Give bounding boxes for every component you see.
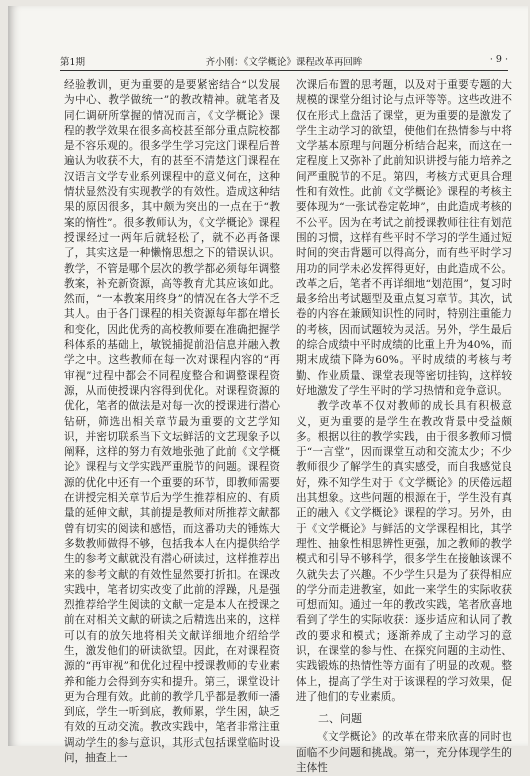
left-column — [64, 78, 280, 766]
journal-page — [8, 6, 528, 775]
body-paragraph: 经验教训，更为重要的是要紧密结合“以发展为中心、教学做统一”的教改精神。就笔者及同仁调研所掌握的情况而言，《文学概论》课程的教学效果在很多高校甚至部分重点院校都是不容乐观的。很多学生学习完这门课程后普遍认为收获不大，有的甚至不清楚这门课程在汉语言文学专业系列课程中的意义何在，这种情状显然没有实现教学的有效性。造成这种结果的原因很多，其中颇为突出的一点在于“教案的惰性”。很多教师认为，《文学概论》课程授课经过一两年后就轻松了，就不必再备课了，其实这是一种懒惰思想之下的错误认识。教学，不管是哪个层次的教学都必须每年调整教案，补充新资源，高等教育尤其应该如此。然而，“一本教案用终身”的情况在各大学不乏其人。由于各门课程的相关资源每年都在增长和变化，因此优秀的高校教师要在准确把握学科体系的基础上，敏锐捕捉前沿信息并融入教学之中。这些教师在每一次对课程内容的“再审视”过程中都会不同程度整合和调整课程资源，从而使授课内容得到优化。对课程资源的优化，笔者的做法是对每一次的授课进行潜心钻研，筛选出相关章节最为重要的文艺学知识，并密切联系当下文坛鲜活的文艺现象予以阐释，这样的努力有效地张弛了此前《文学概论》课程与文学实践严重脱节的问题。课程资源的优化中还有一个重要的环节，即教师需要在讲授完相关章节后为学生推荐相应的、有质量的延伸文献，其前提是教师对所推荐文献都曾有切实的阅读和感悟，而这番功夫的锤炼大多数教师做得不够，包括我本人在内提供给学生的参考文献就没有潜心研读过，这样推荐出来的参考文献的有效性显然要打折扣。在课改实践中，笔者切实改变了此前的浮躁，凡是强烈推荐给学生阅读的文献一定是本人在授课之前在对相关文献的研读之后精选出来的，这样可以有的放矢地将相关文献详细地介绍给学生，激发他们的研读欲望。因此，在对课程资源的“再审视”和优化过程中授课教师的专业素养和能力会得到夯实和提升。第三，课堂设计更为合理有效。此前的教学几乎都是教师一潘到底，学生一听到底，教师累，学生困，缺乏有效的互动交流。教改实践中，笔者非常注重调动学生的参与意识，其形式包括课堂临时设问，抽查上一 — [64, 79, 280, 765]
running-title: 齐小刚：《文学概论》课程改革再回眸 — [205, 57, 363, 68]
body-paragraph: 次课后布置的思考题，以及对于重要专题的大规模的课堂分组讨论与点评等等。这些改进不仅在形式上盘活了课堂，更为重要的是激发了学生主动学习的欲望，使他们在热情参与中将文学基本原理与问题分析结合起来，而这在一定程度上又弥补了此前知识讲授与能力培养之间严重脱节的不足。第四，考核方式更具合理性和有效性。此前《文学概论》课程的考核主要体现为“一张试卷定乾坤”，由此造成考核的不公平。因为在考试之前授课教师往往有划范围的习惯，这样有些平时不学习的学生通过短时间的突击背题可以得高分，而有些平时学习用功的同学未必发挥得更好，由此造成不公。改革之后，笔者不再详细地“划范围”，复习时最多给出考试题型及重点复习章节。其次，试卷的内容在兼顾知识性的同时，特别注重能力的考核，因而试题较为灵活。另外，学生最后的综合成绩中平时成绩的比重上升为40%，而期末成绩下降为60%。平时成绩的考核与考勤、作业质量、课堂表现等密切挂钩，这样较好地激发了学生平时的学习热情和竞争意识。 — [296, 79, 512, 397]
page-number: · 9 · — [489, 54, 508, 65]
section-heading: 二、问题 — [318, 712, 362, 726]
body-paragraph: 《文学概论》的改革在带来欣喜的同时也面临不少问题和挑战。第一，充分体现学生的主体性 — [296, 731, 512, 775]
right-column — [296, 78, 512, 776]
issue-label: 第1期 — [60, 57, 86, 68]
body-paragraph: 教学改革不仅对教师的成长具有积极意义，更为重要的是学生在教改背景中受益颇多。根据以往的教学实践，由于很多教师习惯于“一言堂”，因而课堂互动和交流太少；不少教师很少了解学生的真实感受，而自我感觉良好，殊不知学生对于《文学概论》的厌倦远超出其想象。这些问题的根源在于，学生没有真正的融入《文学概论》课程的学习。另外，由于《文学概论》与鲜活的文学课程相比，其学理性、抽象性相思辨性更强，加之教师的教学模式和引导不够科学，很多学生在接触该课不久就失去了兴趣。不少学生只是为了获得相应的学分而走进教室，如此一来学生的实际收获可想而知。通过一年的教改实践，笔者欣喜地看到了学生的实际收获：逐步适应和认同了教改的要求和模式；逐渐养成了主动学习的意识，在课堂的参与性、在探究问题的主动性、实践锻炼的热情性等方面有了明显的改观。整体上，提高了学生对于该课程的学习效果，促进了他们的专业素质。 — [296, 400, 512, 703]
running-header — [60, 50, 508, 71]
